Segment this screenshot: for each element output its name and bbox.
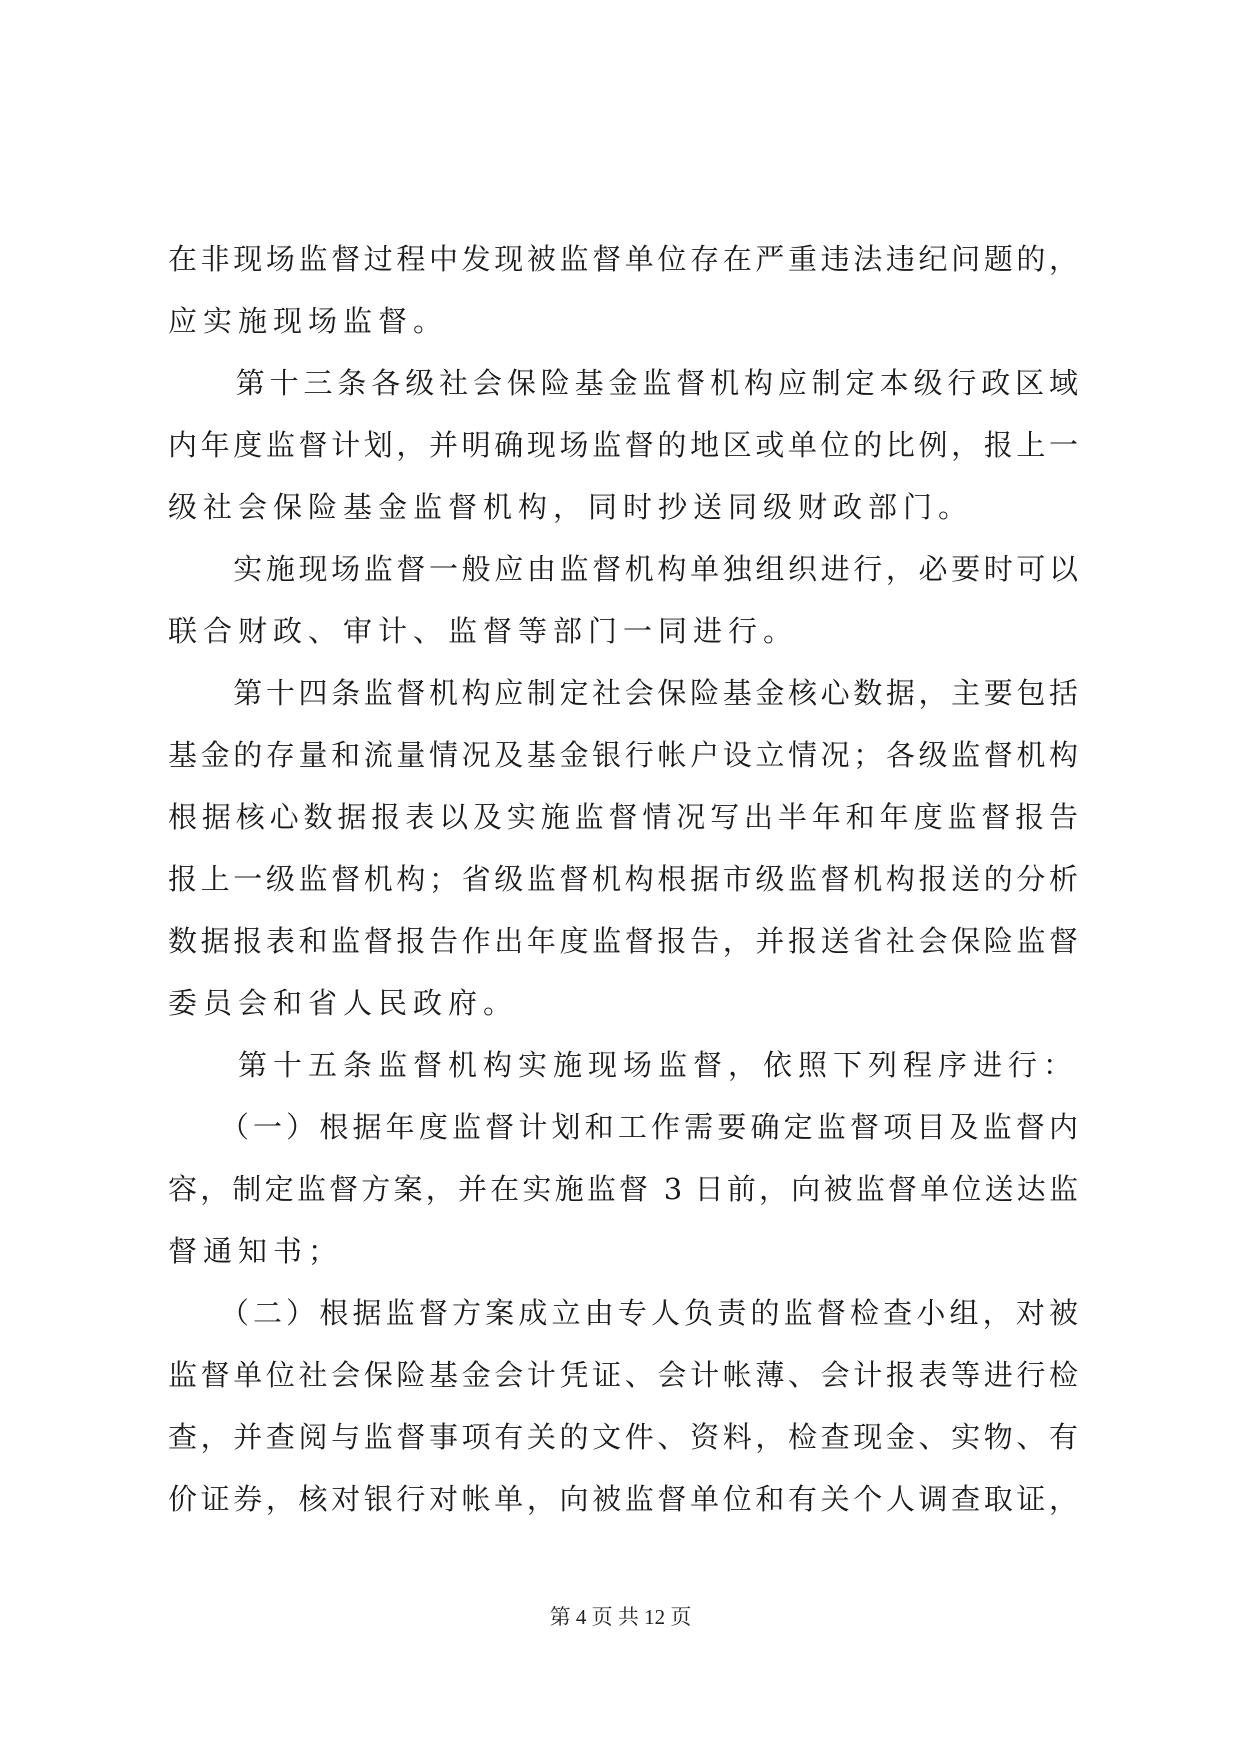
text-line: 价证券，核对银行对帐单，向被监督单位和有关个人调查取证， [168, 1482, 1078, 1516]
text-line: 第十四条监督机构应制定社会保险基金核心数据，主要包括 [168, 676, 1078, 710]
text-line: 督通知书； [168, 1234, 344, 1268]
text-line: 查，并查阅与监督事项有关的文件、资料，检查现金、实物、有 [168, 1420, 1078, 1454]
text-line: 在非现场监督过程中发现被监督单位存在严重违法违纪问题的， [168, 242, 1078, 276]
text-line: 监督单位社会保险基金会计凭证、会计帐薄、会计报表等进行检 [168, 1358, 1078, 1392]
text-line: 内年度监督计划，并明确现场监督的地区或单位的比例，报上一 [168, 428, 1078, 462]
text-line: 数据报表和监督报告作出年度监督报告，并报送省社会保险监督 [168, 924, 1078, 958]
document-body [168, 228, 1078, 1530]
text-line: 第十五条监督机构实施现场监督，依照下列程序进行： [168, 1048, 1079, 1082]
text-line: 级社会保险基金监督机构，同时抄送同级财政部门。 [168, 490, 974, 524]
text-line: 应实施现场监督。 [168, 304, 449, 338]
text-line: 第十三条各级社会保险基金监督机构应制定本级行政区域 [168, 366, 1078, 400]
text-line: 实施现场监督一般应由监督机构单独组织进行，必要时可以 [168, 552, 1078, 586]
text-line: 根据核心数据报表以及实施监督情况写出半年和年度监督报告 [168, 800, 1078, 834]
text-line: （二）根据监督方案成立由专人负责的监督检查小组，对被 [168, 1296, 1078, 1330]
page-number-footer: 第 4 页 共 12 页 [549, 1605, 692, 1629]
text-line: 报上一级监督机构；省级监督机构根据市级监督机构报送的分析 [168, 862, 1078, 896]
text-line: （一）根据年度监督计划和工作需要确定监督项目及监督内 [168, 1110, 1078, 1144]
text-line: 容，制定监督方案，并在实施监督 3 日前，向被监督单位送达监 [168, 1172, 1078, 1206]
text-line: 委员会和省人民政府。 [168, 986, 519, 1020]
text-line: 基金的存量和流量情况及基金银行帐户设立情况；各级监督机构 [168, 738, 1078, 772]
text-line: 联合财政、审计、监督等部门一同进行。 [168, 614, 799, 648]
